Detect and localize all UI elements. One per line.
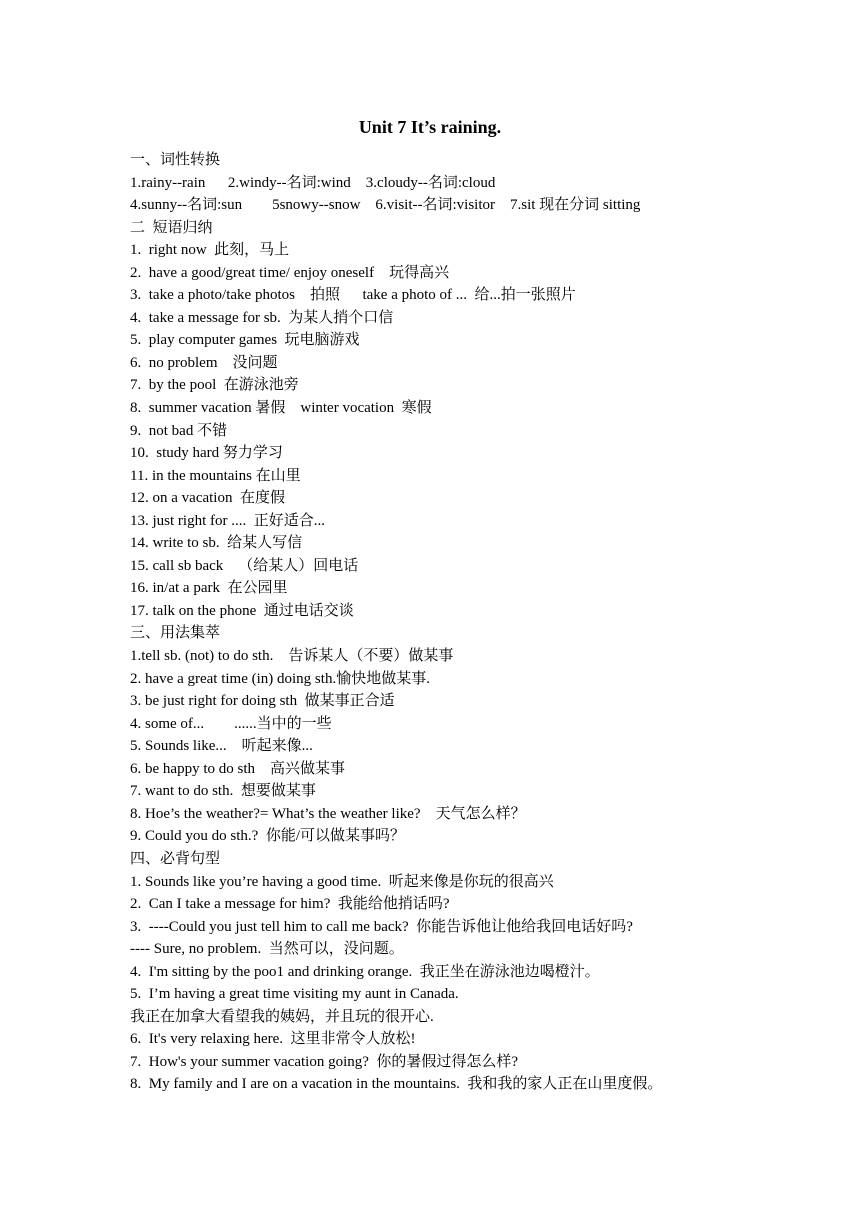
text-line: 1. right now 此刻，马上 bbox=[130, 242, 290, 259]
text-line: 12. on a vacation 在度假 bbox=[130, 490, 285, 507]
text-line: 3. ----Could you just tell him to call me back? 你能告诉他让他给我回电话好吗? bbox=[130, 918, 633, 935]
text-line: 6. It's very relaxing here. 这里非常令人放松! bbox=[130, 1031, 416, 1048]
text-line: 8. My family and I are on a vacation in the mountains. 我和我的家人正在山里度假。 bbox=[130, 1076, 663, 1093]
document-body bbox=[130, 149, 830, 1096]
document-title: Unit 7 It’s raining. bbox=[358, 117, 502, 137]
text-line: 3. take a photo/take photos 拍照 take a photo of ... 给...拍一张照片 bbox=[130, 287, 576, 304]
text-line: 10. study hard 努力学习 bbox=[130, 445, 283, 462]
text-line: 8. summer vacation 暑假 winter vocation 寒假 bbox=[130, 400, 432, 417]
text-line: 4. I'm sitting by the poo1 and drinking orange. 我正坐在游泳池边喝橙汁。 bbox=[130, 963, 600, 980]
text-line: 7. by the pool 在游泳池旁 bbox=[130, 377, 299, 394]
text-line: 2. Can I take a message for him? 我能给他捎话吗? bbox=[130, 896, 450, 913]
text-line: 1.rainy--rain 2.windy--名词:wind 3.cloudy--名词:cloud bbox=[130, 174, 496, 191]
text-line: 4.sunny--名词:sun 5snowy--snow 6.visit--名词:visitor 7.sit 现在分词 sitting bbox=[130, 197, 641, 214]
text-line: 二 短语归纳 bbox=[130, 219, 213, 236]
text-line: 5. play computer games 玩电脑游戏 bbox=[130, 332, 360, 349]
text-line: 2. have a great time (in) doing sth.愉快地做某事. bbox=[130, 670, 430, 687]
text-line: 9. Could you do sth.? 你能/可以做某事吗？ bbox=[130, 828, 406, 845]
text-line: 7. want to do sth. 想要做某事 bbox=[130, 783, 316, 800]
text-line: 四、必背句型 bbox=[130, 850, 221, 867]
text-line: 17. talk on the phone 通过电话交谈 bbox=[130, 602, 354, 619]
text-line: 13. just right for .... 正好适合... bbox=[130, 512, 325, 529]
text-line: 11. in the mountains 在山里 bbox=[130, 467, 301, 484]
text-line: 1. Sounds like you’re having a good time. 听起来像是你玩的很高兴 bbox=[130, 873, 554, 890]
text-line: 2. have a good/great time/ enjoy oneself 玩得高兴 bbox=[130, 264, 450, 281]
text-line: 5. Sounds like... 听起来像... bbox=[130, 738, 313, 755]
text-line: 4. some of... ......当中的一些 bbox=[130, 715, 332, 732]
text-line: 6. no problem 没问题 bbox=[130, 354, 278, 371]
text-line: 5. I’m having a great time visiting my aunt in Canada. bbox=[130, 986, 459, 1003]
text-line: 7. How's your summer vacation going? 你的暑假过得怎么样? bbox=[130, 1053, 519, 1070]
text-line: 9. not bad 不错 bbox=[130, 422, 228, 439]
text-line: 16. in/at a park 在公园里 bbox=[130, 580, 288, 597]
text-line: 3. be just right for doing sth 做某事正合适 bbox=[130, 693, 395, 710]
text-line: ---- Sure, no problem. 当然可以，没问题。 bbox=[130, 941, 404, 958]
text-line: 8. Hoe’s the weather?= What’s the weather like? 天气怎么样？ bbox=[130, 805, 526, 822]
text-line: 15. call sb back （给某人）回电话 bbox=[130, 557, 359, 574]
text-line: 14. write to sb. 给某人写信 bbox=[130, 535, 303, 552]
text-line: 三、用法集萃 bbox=[130, 625, 221, 642]
text-line: 1.tell sb. (not) to do sth. 告诉某人（不要）做某事 bbox=[130, 648, 454, 665]
text-line: 一、词性转换 bbox=[130, 152, 221, 168]
text-line: 6. be happy to do sth 高兴做某事 bbox=[130, 760, 345, 777]
text-line: 4. take a message for sb. 为某人捎个口信 bbox=[130, 309, 394, 326]
text-line: 我正在加拿大看望我的姨妈，并且玩的很开心. bbox=[130, 1008, 434, 1025]
